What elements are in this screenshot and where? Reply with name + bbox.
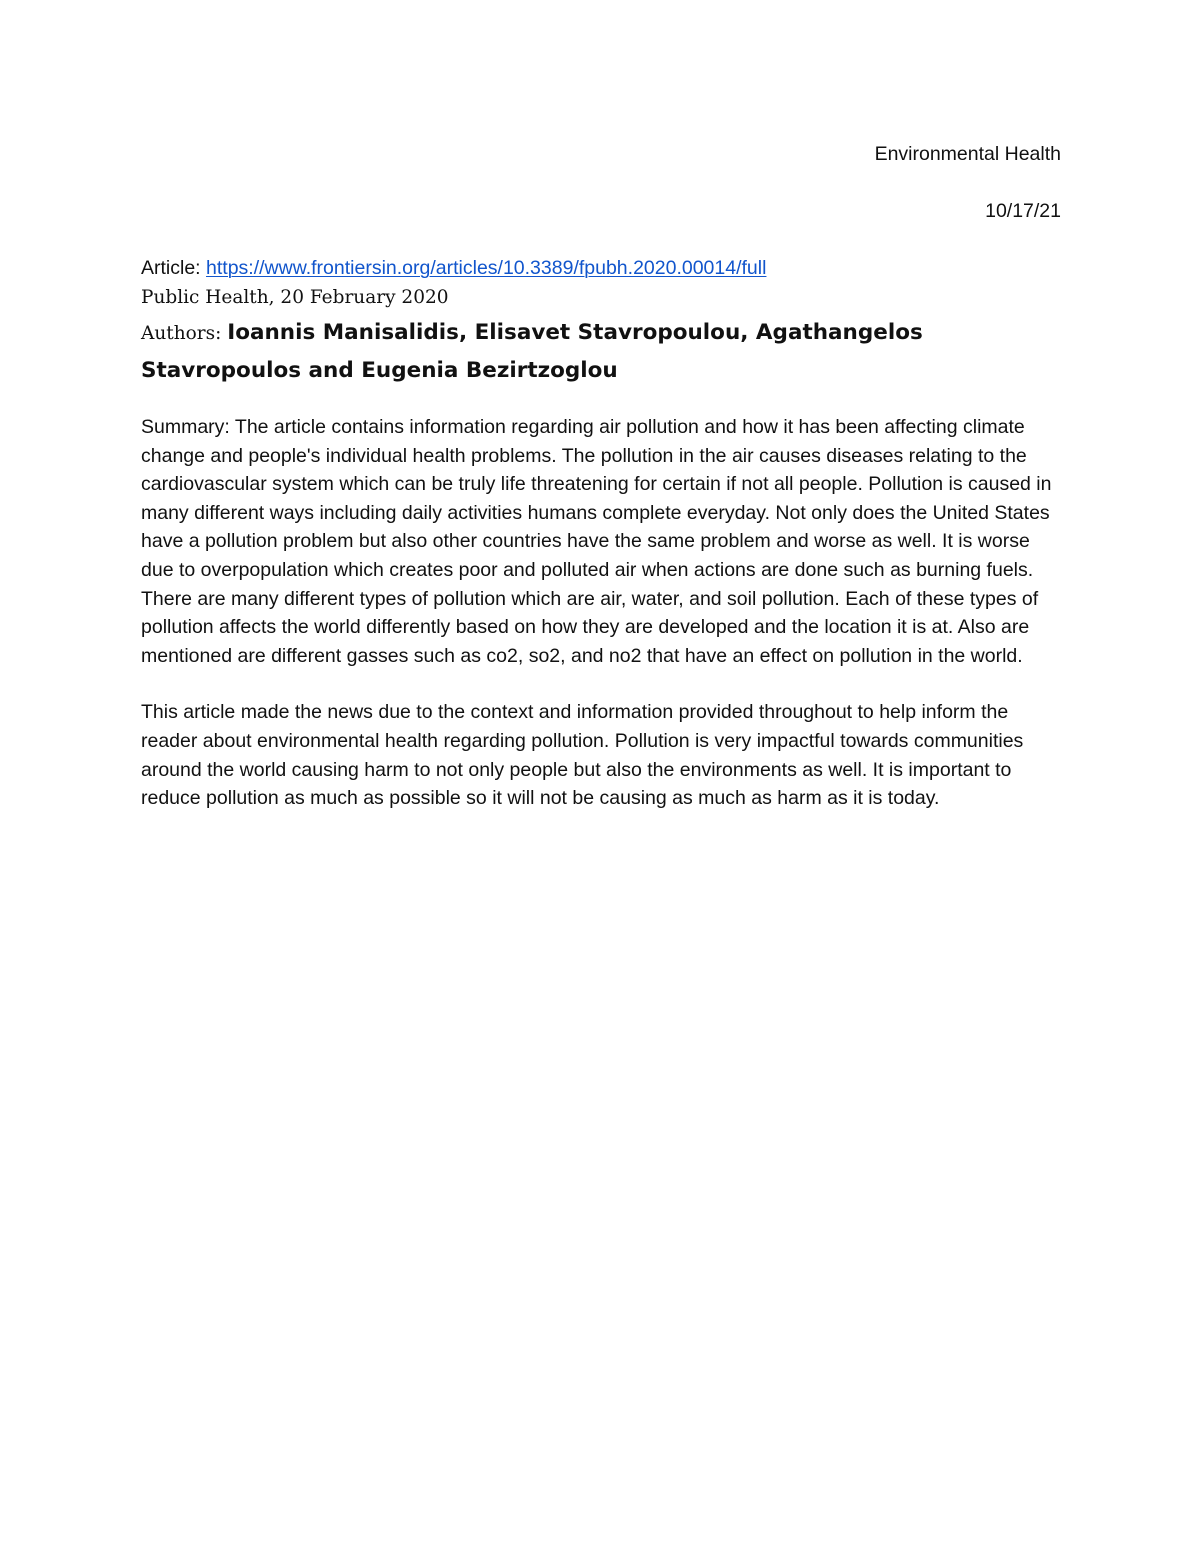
authors-line	[141, 314, 1061, 389]
article-line	[141, 254, 1061, 282]
authors-label: Authors:	[141, 323, 228, 344]
news-paragraph: This article made the news due to the context and information provided throughout to help inform the reader about environmental health regarding pollution. Pollution is very impactful towards communities around the world causing harm to not only people but also the environments as well. It is important to reduce pollution as much as possible so it will not be causing as much as harm as it is today.	[141, 701, 1024, 810]
article-label: Article:	[141, 257, 207, 279]
course-title: Environmental Health	[874, 143, 1061, 165]
article-link[interactable]: https://www.frontiersin.org/articles/10.3389/fpubh.2020.00014/full	[206, 257, 767, 279]
authors-names: Ioannis Manisalidis, Elisavet Stavropoulou, Agathangelos Stavropoulos and Eugenia Bezirtzoglou	[141, 320, 923, 383]
summary-paragraph: Summary: The article contains information regarding air pollution and how it has been affecting climate change and people's individual health problems. The pollution in the air causes diseases relating to the cardiovascular system which can be truly life threatening for certain if not all people. Pollution is caused in many different ways including daily activities humans complete everyday. Not only does the United States have a pollution problem but also other countries have the same problem and worse as well. It is worse due to overpopulation which creates poor and polluted air when actions are done such as burning fuels. There are many different types of pollution which are air, water, and soil pollution. Each of these types of pollution affects the world differently based on how they are developed and the location it is at. Also are mentioned are different gasses such as co2, so2, and no2 that have an effect on pollution in the world.	[141, 416, 1052, 667]
document-date: 10/17/21	[985, 200, 1061, 222]
document-content	[141, 140, 1061, 813]
journal-info: Public Health, 20 February 2020	[141, 287, 449, 308]
